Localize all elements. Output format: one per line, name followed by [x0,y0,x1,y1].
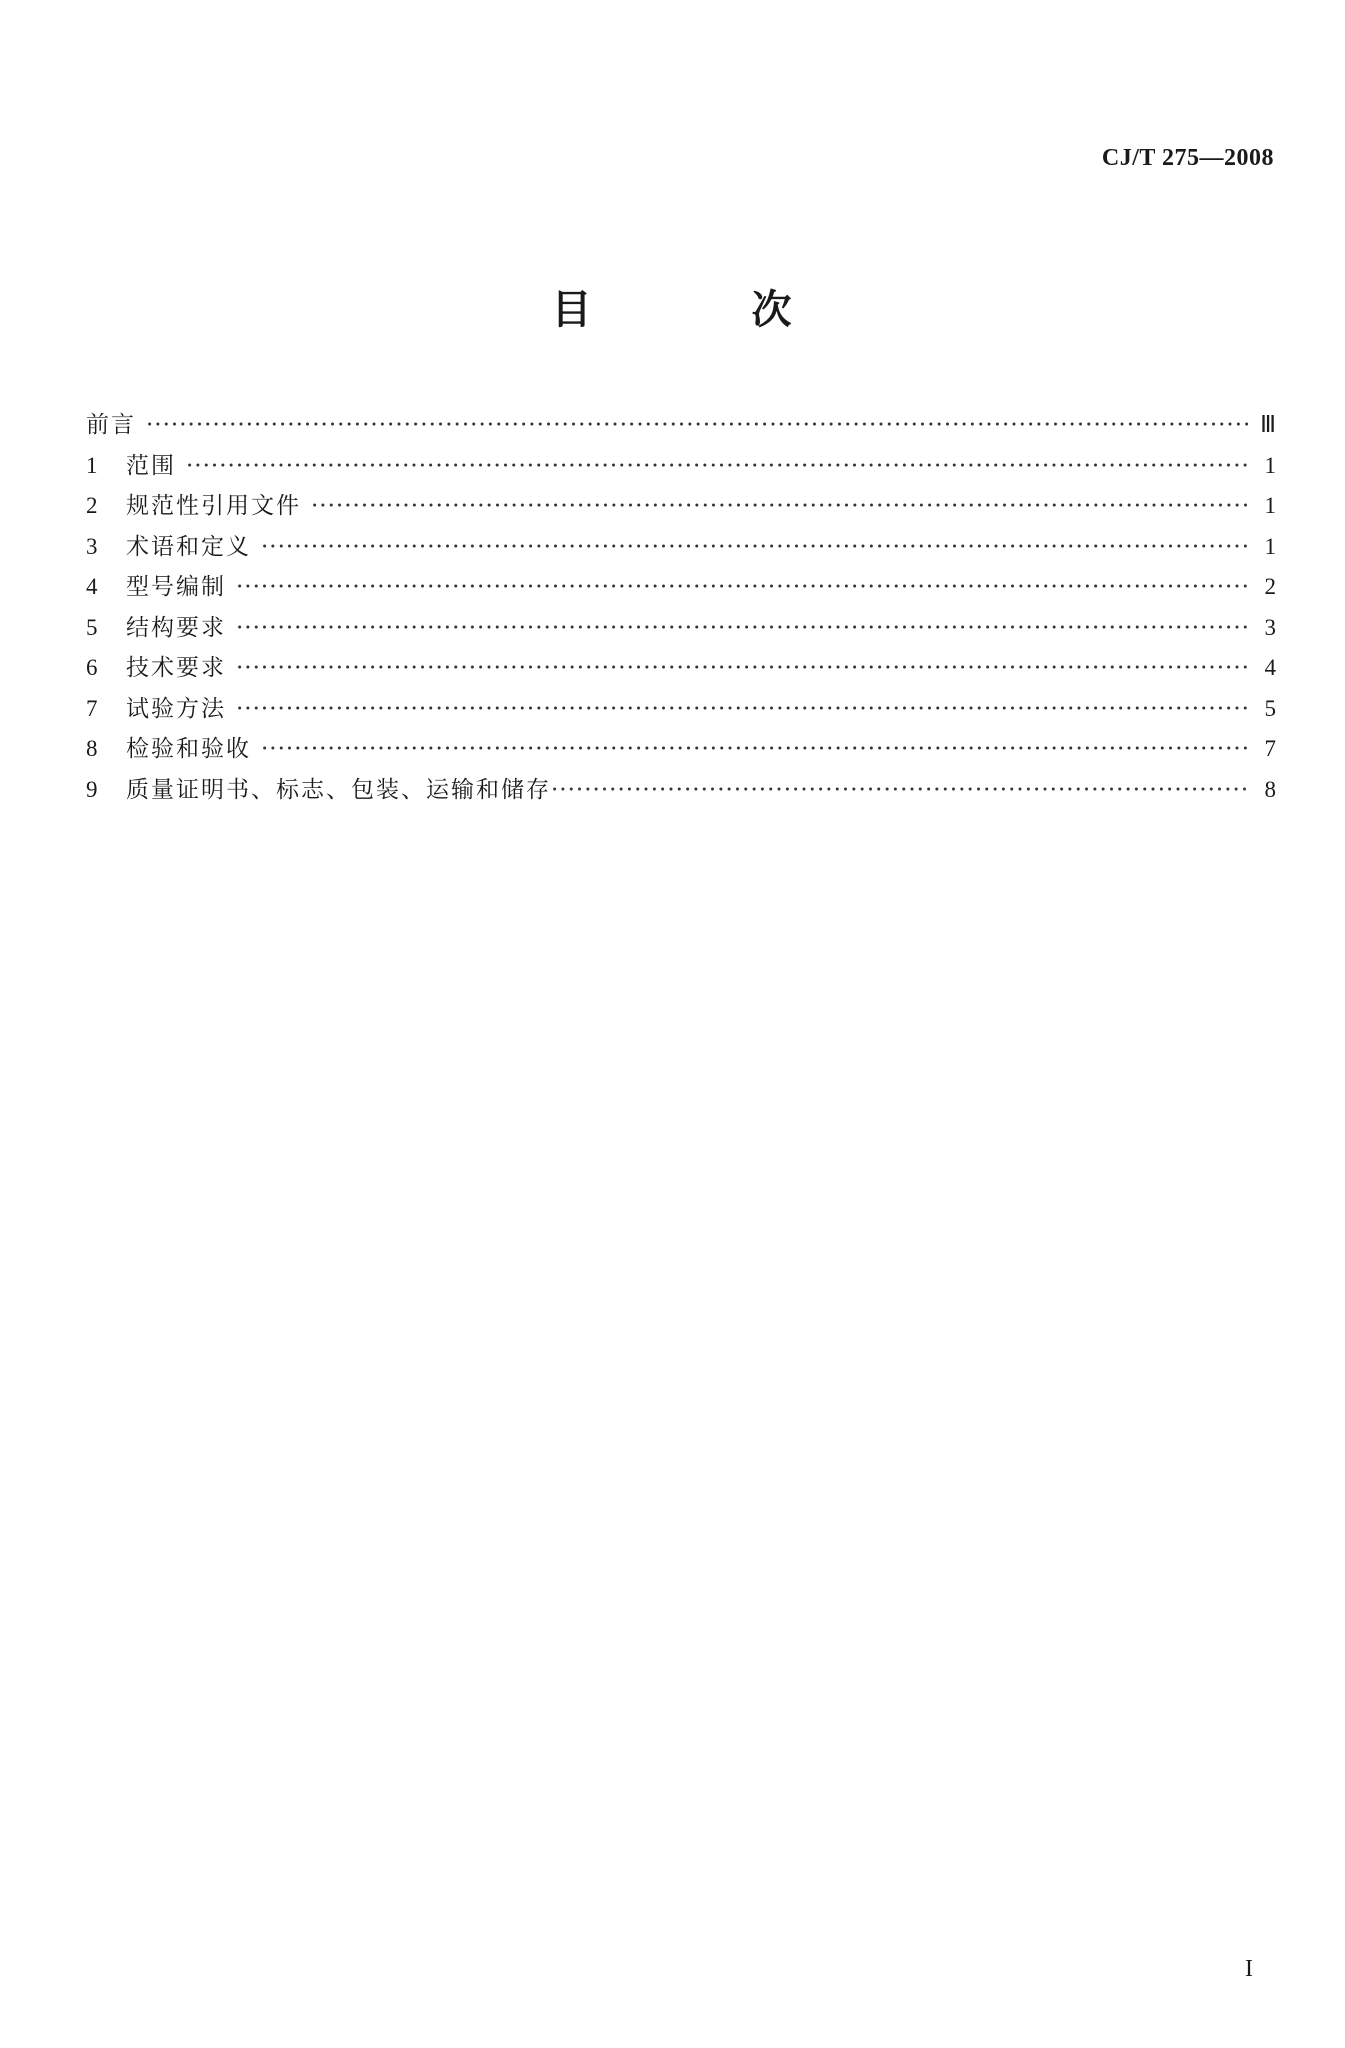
toc-entry-3[interactable] [86,527,1276,568]
toc-entry-label: 检验和验收 [126,736,251,762]
dot-leader [236,567,1250,608]
dot-leader [186,446,1250,487]
toc-entry-page: 1 [1264,452,1276,478]
toc-entry-page: Ⅲ [1260,412,1276,437]
toc-entry-label: 规范性引用文件 [126,493,301,519]
page-number: I [1245,1956,1253,1982]
toc-entry-label: 型号编制 [126,574,226,600]
toc-entry-page: 2 [1264,574,1276,599]
dot-leader [236,608,1250,649]
standard-code: CJ/T 275—2008 [1101,145,1274,171]
dot-leader [311,486,1250,527]
dot-leader [551,770,1250,811]
toc-entry-1[interactable] [86,446,1276,487]
page-title: 目 次 [551,287,852,333]
toc-entry-number: 1 [86,452,98,478]
dot-leader [146,405,1250,446]
toc-entry-6[interactable] [86,648,1276,689]
toc-entry-label: 前言 [86,412,136,438]
dot-leader [261,527,1250,568]
toc-entry-page: 7 [1264,736,1276,761]
toc-entry-number: 8 [86,736,98,761]
toc-entry-number: 7 [86,695,98,721]
table-of-contents [86,405,1276,810]
dot-leader [261,729,1250,770]
toc-entry-8[interactable] [86,729,1276,770]
toc-entry-5[interactable] [86,608,1276,649]
toc-entry-label: 试验方法 [126,695,226,722]
toc-entry-page: 4 [1264,655,1276,680]
toc-entry-page: 5 [1264,695,1276,721]
toc-entry-label: 质量证明书、标志、包装、运输和储存 [126,776,551,803]
toc-entry-page: 1 [1264,533,1276,559]
toc-entry-number: 5 [86,614,98,640]
toc-entry-number: 6 [86,655,98,680]
toc-entry-number: 4 [86,574,98,599]
toc-entry-page: 1 [1264,493,1276,518]
toc-entry-foreword[interactable] [86,405,1276,446]
dot-leader [236,648,1250,689]
toc-entry-label: 术语和定义 [126,533,251,560]
toc-entry-4[interactable] [86,567,1276,608]
toc-entry-2[interactable] [86,486,1276,527]
toc-entry-page: 3 [1264,614,1276,640]
toc-entry-label: 范围 [126,452,176,479]
dot-leader [236,689,1250,730]
toc-entry-number: 3 [86,533,98,559]
toc-entry-label: 技术要求 [126,655,226,681]
toc-entry-7[interactable] [86,689,1276,730]
toc-entry-9[interactable] [86,770,1276,811]
toc-entry-number: 2 [86,493,98,518]
toc-entry-number: 9 [86,776,98,802]
toc-entry-label: 结构要求 [126,614,226,641]
toc-entry-page: 8 [1264,776,1276,802]
